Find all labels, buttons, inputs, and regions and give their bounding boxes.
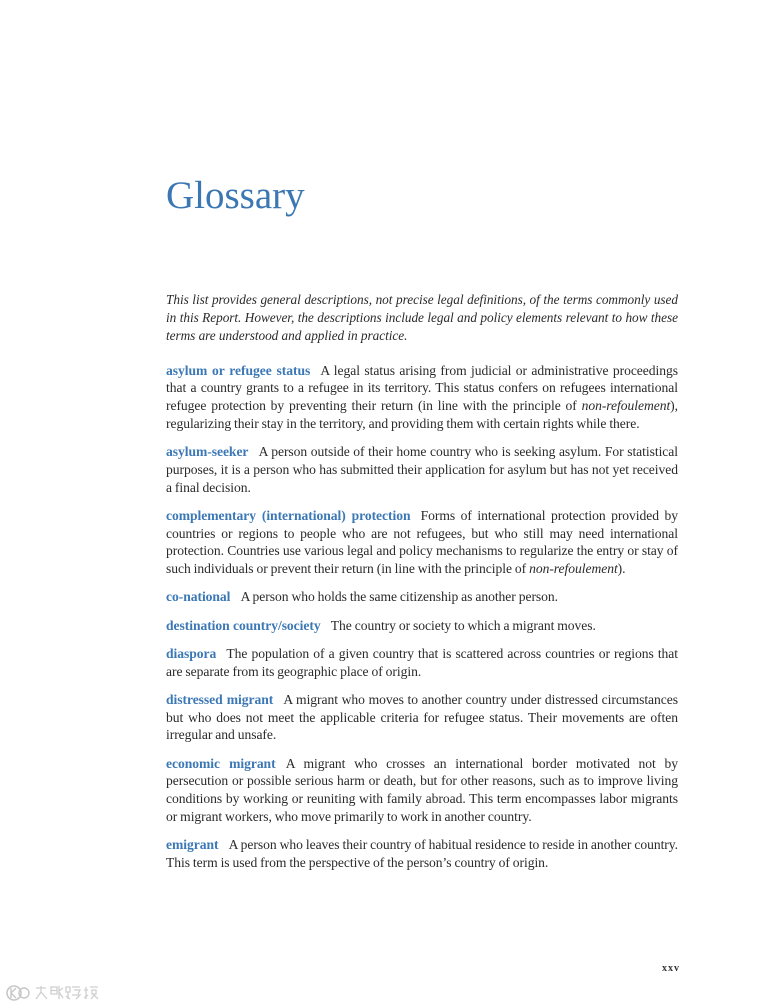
glossary-entry-economic-migrant: [166, 755, 678, 826]
glossary-definition: A person who leaves their country of habitual residence to reside in another country. This term is used from the perspective of the person’s country of origin.: [166, 837, 678, 870]
glossary-definition-continued: ), regularizing their stay in the territory, and providing them with certain rights while there.: [166, 398, 678, 431]
glossary-term: asylum-seeker: [166, 444, 249, 460]
glossary-definition: The country or society to which a migrant moves.: [330, 617, 596, 633]
glossary-term: asylum or refugee status: [166, 362, 311, 378]
italic-term: non-refoulement: [529, 561, 618, 577]
glossary-definition: A migrant who crosses an international border motivated not by persecution or possible serious harm or death, but for other reasons, such as to improve living conditions by working or reuniting with family abroad. This term encompasses labor migrants or migrant workers, who move primarily to work in another country.: [166, 755, 678, 824]
glossary-definition: A person outside of their home country who is seeking asylum. For statistical purposes, it is a person who has submitted their application for asylum but has not yet received a final decision.: [166, 444, 678, 495]
glossary-term: distressed migrant: [166, 691, 274, 707]
glossary-definition: The population of a given country that is scattered across countries or regions that are separate from its geographic place of origin.: [166, 645, 678, 679]
intro-paragraph: This list provides general descriptions, not precise legal definitions, of the terms commonly used in this Report. However, the descriptions include legal and policy elements relevant to how these terms are understood and applied in practice.: [166, 292, 678, 343]
glossary-entry-complementary-protection: [166, 507, 678, 578]
glossary-entry-distressed-migrant: [166, 691, 678, 744]
glossary-definition: A migrant who moves to another country under distressed circumstances but who does not meet the applicable criteria for refugee status. Their movements are often irregular and unsafe.: [166, 691, 678, 743]
glossary-definition: A legal status arising from judicial or administrative proceedings that a country grants to a refugee in its territory. This status confers on refugees international refugee protection by preventing their return (in line with the principle of: [166, 362, 678, 414]
glossary-term: economic migrant: [166, 755, 276, 771]
glossary-term: emigrant: [166, 837, 219, 853]
glossary-definition: Forms of international protection provided by countries or regions to people who are not refugees, but who still may need international protection. Countries use various legal and policy mechanisms to regularize the entry or stay of such individuals or prevent their return (in line with the principle of: [166, 507, 678, 577]
italic-term: non-refoulement: [581, 398, 671, 414]
page-title: Glossary: [166, 174, 305, 217]
page-number: xxv: [662, 963, 680, 974]
glossary-definition-continued: ).: [617, 561, 626, 577]
glossary-term: complementary (international) protection: [166, 507, 411, 523]
glossary-entry-emigrant: [166, 836, 678, 872]
glossary-definition: A person who holds the same citizenship as another person.: [240, 589, 559, 605]
glossary-term: co-national: [166, 589, 231, 605]
glossary-term: diaspora: [166, 645, 217, 661]
glossary-entry-destination-country-society: [166, 617, 678, 635]
glossary-entry-asylum-seeker: [166, 443, 678, 496]
glossary-entry-diaspora: [166, 645, 678, 681]
glossary-body: [166, 291, 678, 882]
watermark-logo-icon: [4, 982, 104, 1004]
glossary-entry-co-national: [166, 588, 678, 606]
glossary-entry-asylum-or-refugee-status: [166, 362, 678, 433]
glossary-term: destination country/society: [166, 617, 321, 633]
